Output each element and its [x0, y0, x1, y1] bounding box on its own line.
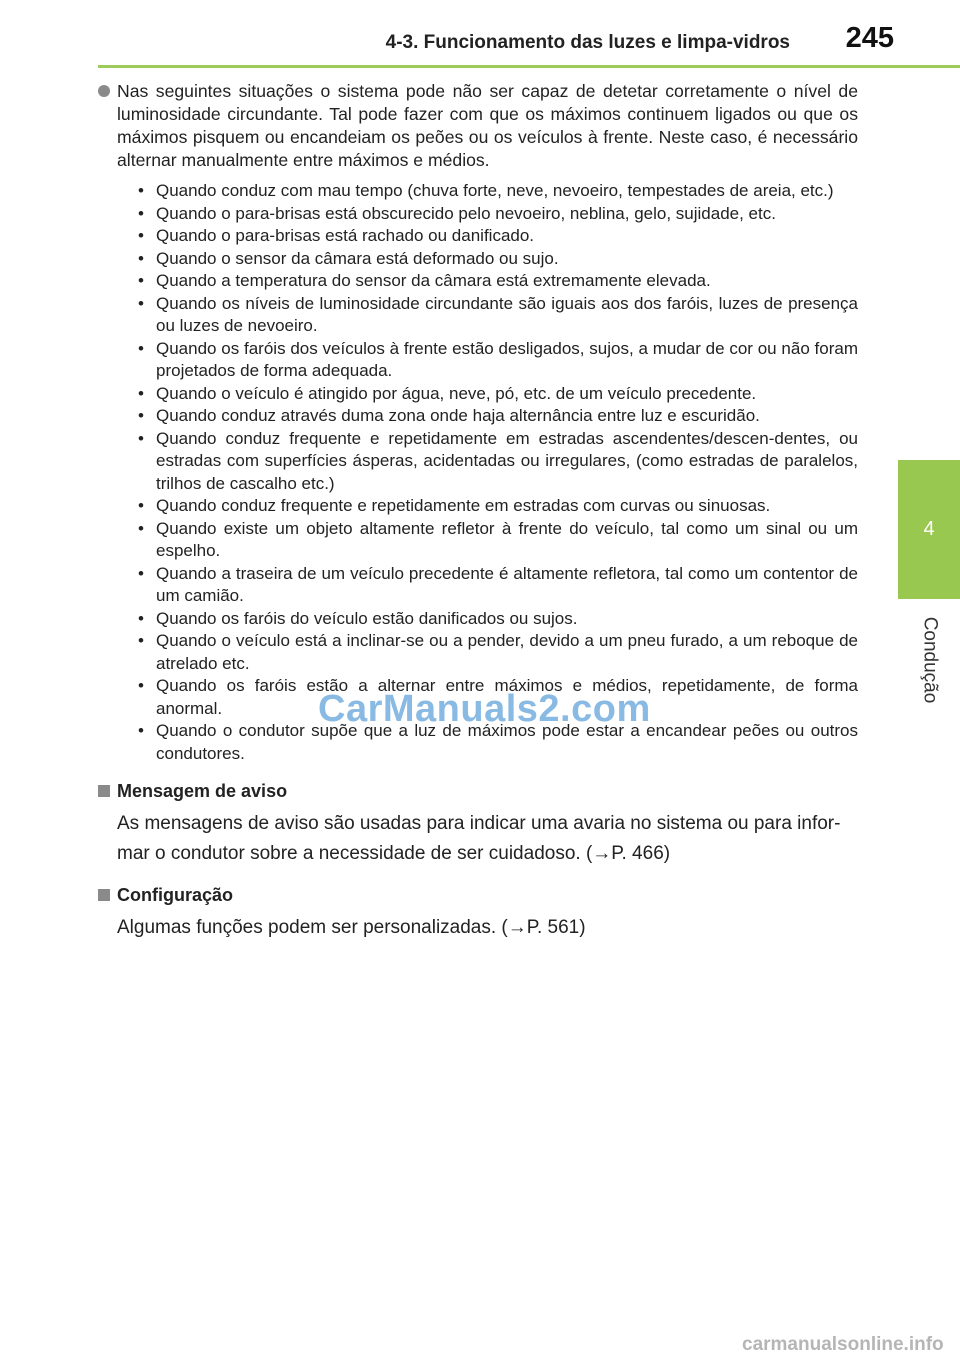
chapter-label-text: Condução [919, 616, 940, 704]
square-bullet-icon [98, 889, 110, 901]
list-item [136, 270, 858, 293]
chapter-label [916, 605, 942, 715]
list-item-text: Quando o veículo é atingido por água, neve, pó, etc. de um veículo precedente. [156, 383, 757, 403]
section-heading [98, 779, 858, 803]
dot-bullet-icon: • [138, 721, 144, 740]
list-item-text: Quando os níveis de luminosidade circundante são iguais aos dos faróis, luzes de presença ou luzes de nevoeiro. [156, 293, 858, 335]
dot-bullet-icon: • [138, 181, 144, 200]
dot-bullet-icon: • [138, 293, 144, 313]
list-item-text: Quando o para-brisas está rachado ou danificado. [156, 226, 535, 245]
list-item [136, 293, 858, 338]
dot-bullet-icon: • [138, 383, 144, 403]
chapter-tab [898, 460, 960, 599]
list-item-text: Quando conduz frequente e repetidamente em estradas ascendentes/descen-dentes, ou estradas com superfícies ásperas, acidentadas ou irregulares, (como estradas de paralelos, trilhos de cascalho etc.) [156, 428, 858, 493]
list-item-text: Quando os faróis do veículo estão danificados ou sujos. [156, 608, 578, 628]
list-item [136, 248, 858, 271]
section-heading [98, 883, 858, 907]
list-item [136, 563, 858, 608]
section-text: Algumas funções podem ser personalizadas. (→P. 561) [117, 917, 586, 938]
page-number: 245 [845, 22, 894, 54]
circle-bullet-icon [98, 85, 110, 97]
list-item [136, 495, 858, 518]
list-item [136, 630, 858, 675]
list-item-text: Quando os faróis estão a alternar entre máximos e médios, repetidamente, de forma anormal. [156, 676, 858, 718]
header-title: 4-3. Funcionamento das luzes e limpa-vidros [385, 32, 790, 53]
dot-bullet-icon: • [138, 271, 144, 290]
chapter-number: 4 [923, 518, 935, 540]
list-item [136, 203, 858, 226]
page-content [98, 80, 858, 943]
dot-bullet-icon: • [138, 496, 144, 515]
dot-bullet-icon: • [138, 518, 144, 538]
watermark-logo: CarManuals2.com [318, 688, 651, 730]
list-item [136, 608, 858, 631]
list-item-text: Quando conduz através duma zona onde haja alternância entre luz e escuridão. [156, 406, 760, 425]
watermark-site: carmanualsonline.info [742, 1334, 944, 1355]
section-heading-text: Configuração [117, 885, 234, 905]
list-item-text: Quando existe um objeto altamente refletor à frente do veículo, tal como um sinal ou um espelho. [156, 518, 858, 560]
lead-paragraph [98, 80, 858, 172]
dot-bullet-icon: • [138, 406, 144, 425]
dot-bullet-icon: • [138, 563, 144, 583]
list-item-text: Quando o para-brisas está obscurecido pelo nevoeiro, neblina, gelo, sujidade, etc. [156, 203, 776, 223]
section-text: As mensagens de aviso são usadas para indicar uma avaria no sistema ou para infor-mar o condutor sobre a necessidade de ser cuidadoso. (→P. 466) [117, 813, 841, 864]
section-warning-message [98, 779, 858, 869]
lead-paragraph-text: Nas seguintes situações o sistema pode não ser capaz de detetar corretamente o nível de luminosidade circundante. Tal pode fazer com que os máximos continuem ligados ou que os máximos pisquem ou encandeiam os peões ou os veículos à frente. Neste caso, é necessário alternar manualmente entre máximos e médios. [117, 81, 858, 170]
dot-bullet-icon: • [138, 608, 144, 628]
situations-list [98, 180, 858, 765]
dot-bullet-icon: • [138, 631, 144, 650]
square-bullet-icon [98, 785, 110, 797]
dot-bullet-icon: • [138, 248, 144, 268]
section-heading-text: Mensagem de aviso [117, 781, 288, 801]
dot-bullet-icon: • [138, 338, 144, 358]
list-item [136, 428, 858, 496]
list-item-text: Quando o sensor da câmara está deformado ou sujo. [156, 248, 559, 268]
dot-bullet-icon: • [138, 428, 144, 448]
list-item-text: Quando os faróis dos veículos à frente estão desligados, sujos, a mudar de cor ou não foram projetados de forma adequada. [156, 338, 858, 380]
list-item-text: Quando conduz com mau tempo (chuva forte, neve, nevoeiro, tempestades de areia, etc.) [156, 181, 834, 200]
list-item [136, 225, 858, 248]
header-divider [98, 65, 960, 68]
list-item [136, 180, 858, 203]
list-item-text: Quando conduz frequente e repetidamente em estradas com curvas ou sinuosas. [156, 496, 771, 515]
list-item [136, 338, 858, 383]
dot-bullet-icon: • [138, 203, 144, 223]
list-item [136, 383, 858, 406]
list-item-text: Quando o condutor supõe que a luz de máximos pode estar a encandear peões ou outros condutores. [156, 721, 858, 763]
list-item [136, 518, 858, 563]
list-item-text: Quando a temperatura do sensor da câmara está extremamente elevada. [156, 271, 711, 290]
dot-bullet-icon: • [138, 676, 144, 695]
list-item [136, 405, 858, 428]
list-item-text: Quando o veículo está a inclinar-se ou a pender, devido a um pneu furado, a um reboque de atrelado etc. [156, 631, 858, 673]
section-configuration [98, 883, 858, 943]
list-item-text: Quando a traseira de um veículo precedente é altamente refletora, tal como um contentor de um camião. [156, 563, 858, 605]
dot-bullet-icon: • [138, 226, 144, 245]
